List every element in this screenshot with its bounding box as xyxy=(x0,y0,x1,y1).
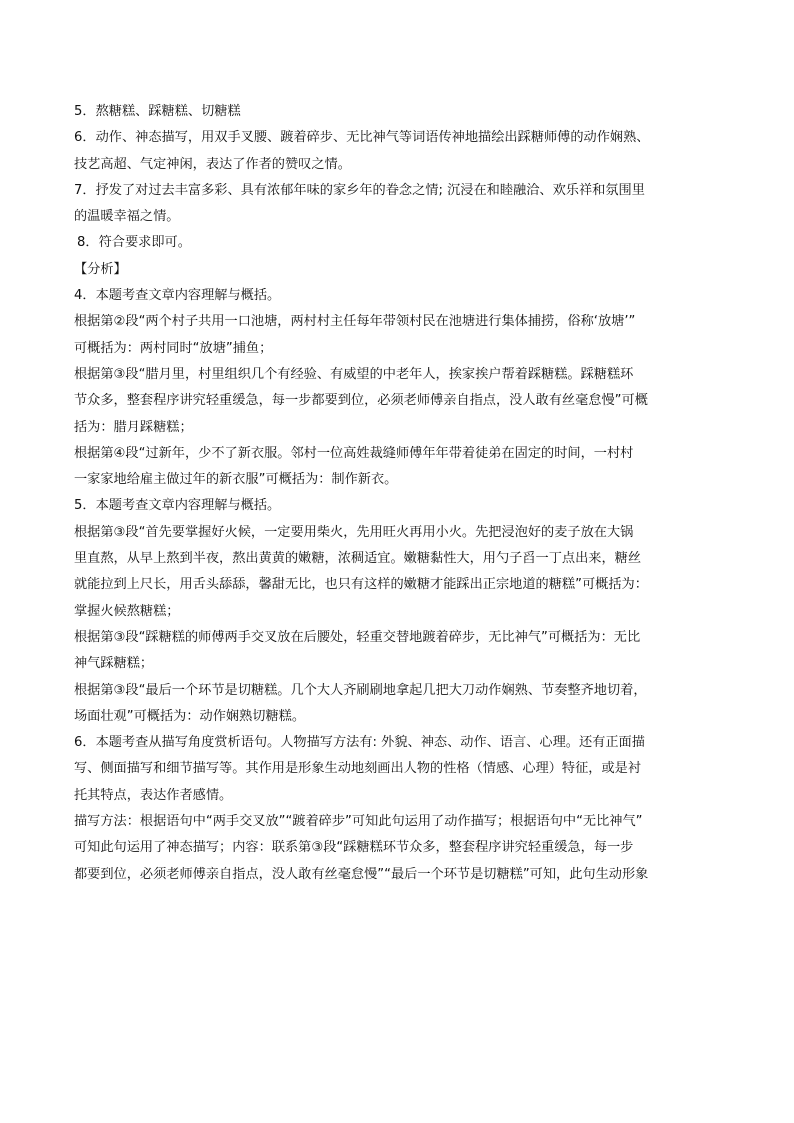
analysis-4-para3-line-1: 根据第③段“腊月里，村里组织几个有经验、有威望的中老年人，挨家挨户帮着踩糖糕。踩糖糕环 xyxy=(74,366,634,382)
analysis-4-para4-line-1: 根据第④段“过新年，少不了新衣服。邻村一位高姓裁缝师傅年年带着徒弟在固定的时间，一村村 xyxy=(74,445,634,461)
analysis-5-b-line-2: 神气踩糖糕； xyxy=(74,656,154,672)
analysis-6-method-line-1: 描写方法：根据语句中“两手交叉放”“踱着碎步”可知此句运用了动作描写；根据语句中“无比神气” xyxy=(74,814,643,830)
analysis-6-intro-line-3: 托其特点，表达作者感情。 xyxy=(74,787,233,803)
answer-6-line-1: 6．动作、神态描写，用双手叉腰、踱着碎步、无比神气等词语传神地描绘出踩糖师傅的动作娴熟、 xyxy=(74,130,650,146)
analysis-5-c-line-1: 根据第③段“最后一个环节是切糖糕。几个大人齐刷刷地拿起几把大刀动作娴熟、节奏整齐地切着， xyxy=(74,682,647,698)
answer-5: 5．熬糖糕、踩糖糕、切糖糕 xyxy=(74,104,241,119)
analysis-4-para4-line-2: 一家家地给雇主做过年的新衣服”可概括为：制作新衣。 xyxy=(74,472,398,488)
analysis-5-a-line-1: 根据第③段“首先要掌握好火候，一定要用柴火，先用旺火再用小火。先把浸泡好的麦子放在大锅 xyxy=(74,524,634,540)
analysis-6-intro-line-1: 6．本题考查从描写角度赏析语句。人物描写方法有: 外貌、神态、动作、语言、心理。还有正面描 xyxy=(74,735,645,751)
answer-text-block xyxy=(74,99,684,888)
analysis-4-para3-line-3: 括为：腊月踩糖糕； xyxy=(74,419,193,435)
analysis-5-b-line-1: 根据第③段“踩糖糕的师傅两手交叉放在后腰处，轻重交替地踱着碎步，无比神气”可概括为：无比 xyxy=(74,629,641,645)
answer-7-line-1: 7．抒发了对过去丰富多彩、具有浓郁年味的家乡年的眷念之情; 沉浸在和睦融洽、欢乐祥和氛围里 xyxy=(74,182,645,198)
analysis-5-intro: 5．本题考查文章内容理解与概括。 xyxy=(74,498,281,514)
analysis-5-a-line-3: 就能拉到上尺长，用舌头舔舔，馨甜无比，也只有这样的嫩糖才能踩出正宗地道的糖糕”可概括为： xyxy=(74,577,648,593)
answer-7-line-2: 的温暖幸福之情。 xyxy=(74,209,180,225)
analysis-4-para3-line-2: 节众多，整套程序讲究轻重缓急，每一步都要到位，必须老师傅亲自指点，没人敢有丝毫怠慢”可概 xyxy=(74,393,648,409)
analysis-5-a-line-2: 里直熬，从早上熬到半夜，熬出黄黄的嫩糖，浓稠适宜。嫩糖黏性大，用勺子舀一丁点出来，糖丝 xyxy=(74,551,642,567)
analysis-4-para2-line-1: 根据第②段“两个村子共用一口池塘，两村村主任每年带领村民在池塘进行集体捕捞，俗称‘放塘’” xyxy=(74,314,636,330)
answer-8: 8．符合要求即可。 xyxy=(77,235,191,251)
analysis-6-method-line-3: 都要到位，必须老师傅亲自指点，没人敢有丝毫怠慢”“最后一个环节是切糖糕”可知，此句生动形象 xyxy=(74,866,649,882)
answer-6-line-2: 技艺高超、气定神闲，表达了作者的赞叹之情。 xyxy=(74,156,351,172)
analysis-4-para2-line-2: 可概括为：两村同时“放塘”捕鱼； xyxy=(74,340,273,356)
analysis-5-a-line-4: 掌握火候熬糖糕； xyxy=(74,603,180,619)
analysis-6-method-line-2: 可知此句运用了神态描写；内容：联系第③段“踩糖糕环节众多，整套程序讲究轻重缓急，每一步 xyxy=(74,840,634,856)
analysis-6-intro-line-2: 写、侧面描写和细节描写等。其作用是形象生动地刻画出人物的性格（情感、心理）特征，或是衬 xyxy=(74,761,642,777)
analysis-4-intro: 4．本题考查文章内容理解与概括。 xyxy=(74,288,281,304)
analysis-5-c-line-2: 场面壮观”可概括为：动作娴熟切糖糕。 xyxy=(74,708,306,724)
analysis-heading: 【分析】 xyxy=(74,261,127,277)
